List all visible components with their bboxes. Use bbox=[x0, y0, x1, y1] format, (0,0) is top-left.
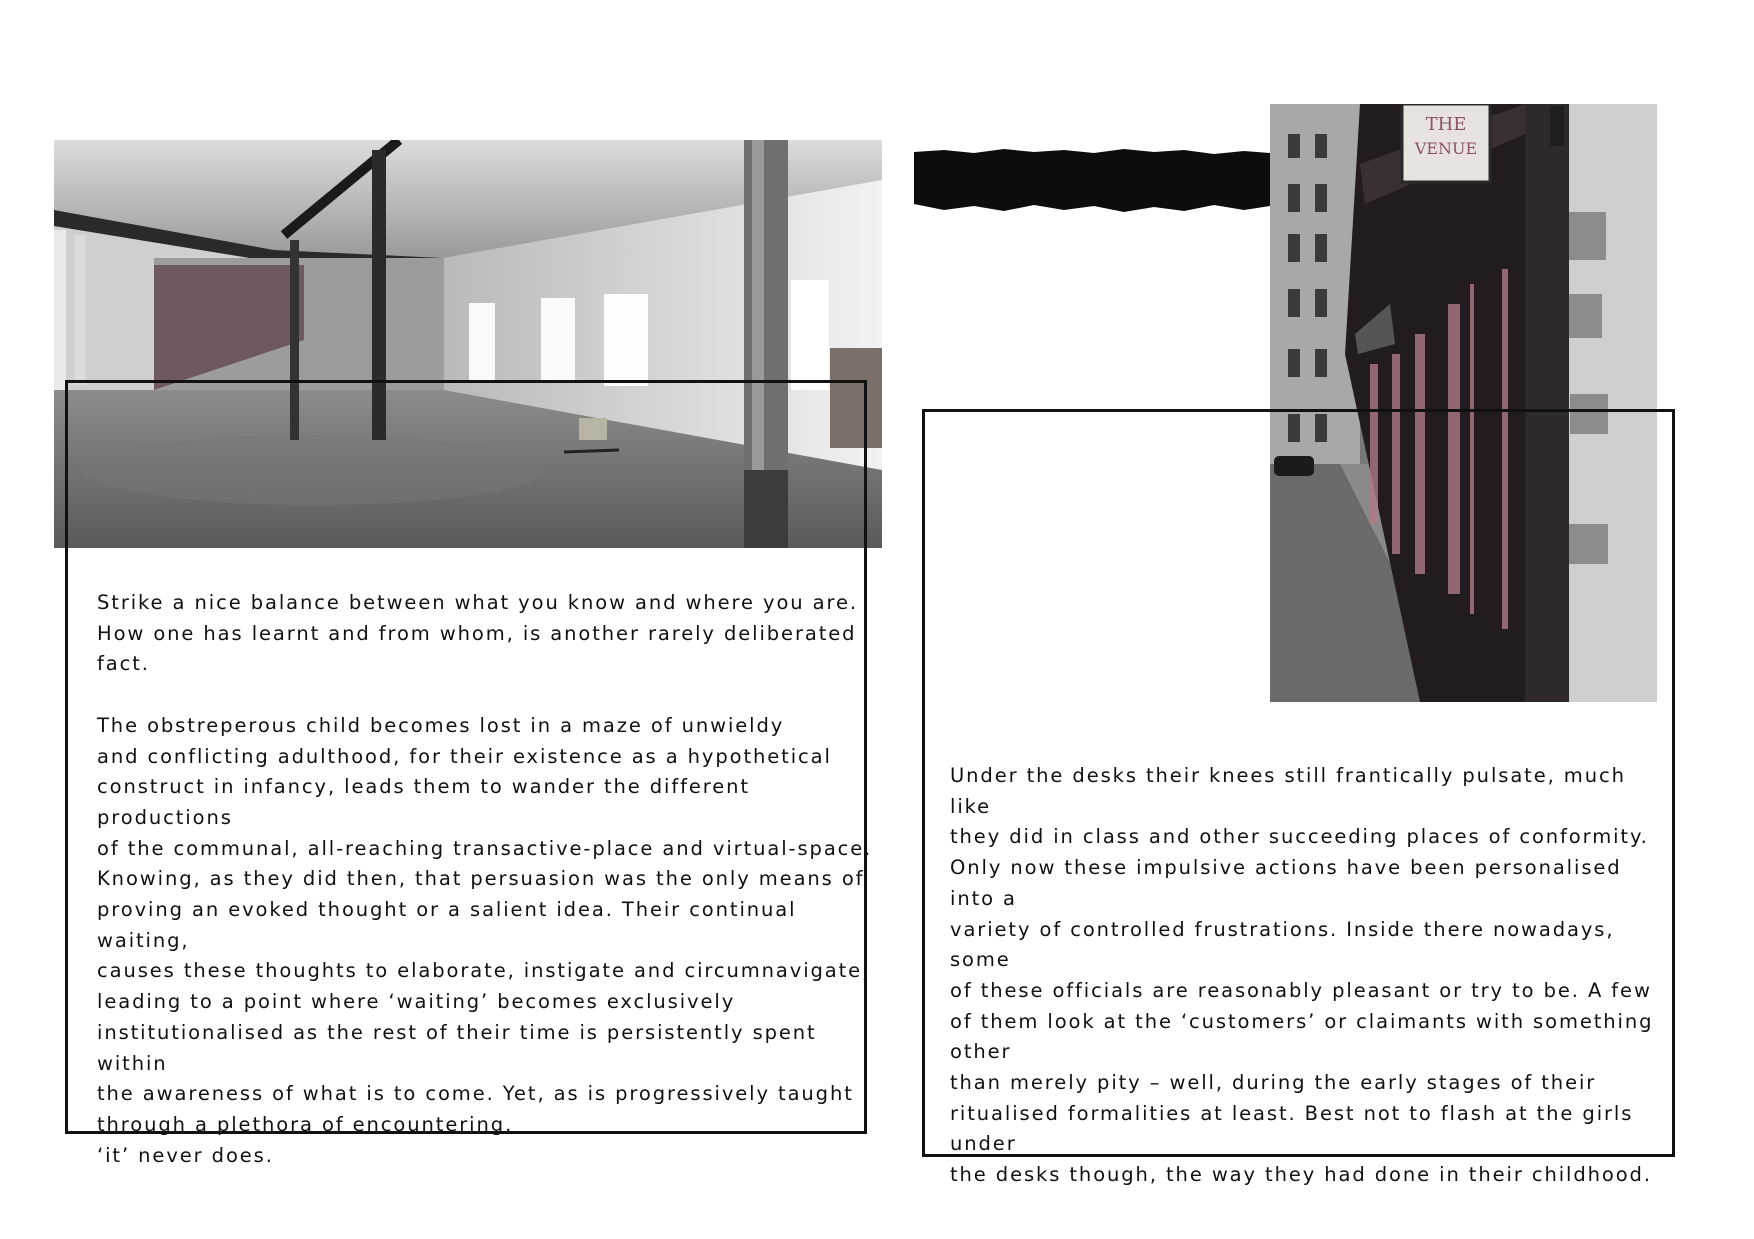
left-text-column bbox=[97, 588, 877, 1171]
left-paragraph-2: The obstreperous child becomes lost in a maze of unwieldy and conflicting adulthood, for their existence as a hypothetical construct in infancy, leads them to wander the different productions of the communal, all-reaching transactive-place and virtual-space. Knowing, as they did then, that persuasion was the only means of proving an evoked thought or a salient idea. Their continual waiting, causes these thoughts to elaborate, instigate and circumnavigate; leading to a point where ‘waiting’ becomes exclusively institutionalised as the rest of their time is persistently spent within the awareness of what is to come. Yet, as is progressively taught through a plethora of encountering, ‘it’ never does. bbox=[97, 713, 873, 1167]
right-text-column bbox=[950, 761, 1670, 1191]
right-paragraph-1: Under the desks their knees still frantically pulsate, much like they did in class and other succeeding places of conformity. Only now these impulsive actions have been personalised into a variety of controlled frustrations. Inside there nowadays, some of these officials are reasonably pleasant or try to be. A few of them look at the ‘customers’ or claimants with something other than merely pity – well, during the early stages of their ritualised formalities at least. Best not to flash at the girls under the desks though, the way they had done in their childhood. bbox=[950, 764, 1654, 1187]
sign-text-line-1: THE bbox=[1425, 114, 1467, 135]
torn-black-strip bbox=[914, 148, 1270, 214]
left-paragraph-1: Strike a nice balance between what you know and where you are. How one has learnt and from whom, is another rarely deliberated fact. bbox=[97, 591, 858, 676]
sign-text-line-2: VENUE bbox=[1414, 139, 1478, 158]
